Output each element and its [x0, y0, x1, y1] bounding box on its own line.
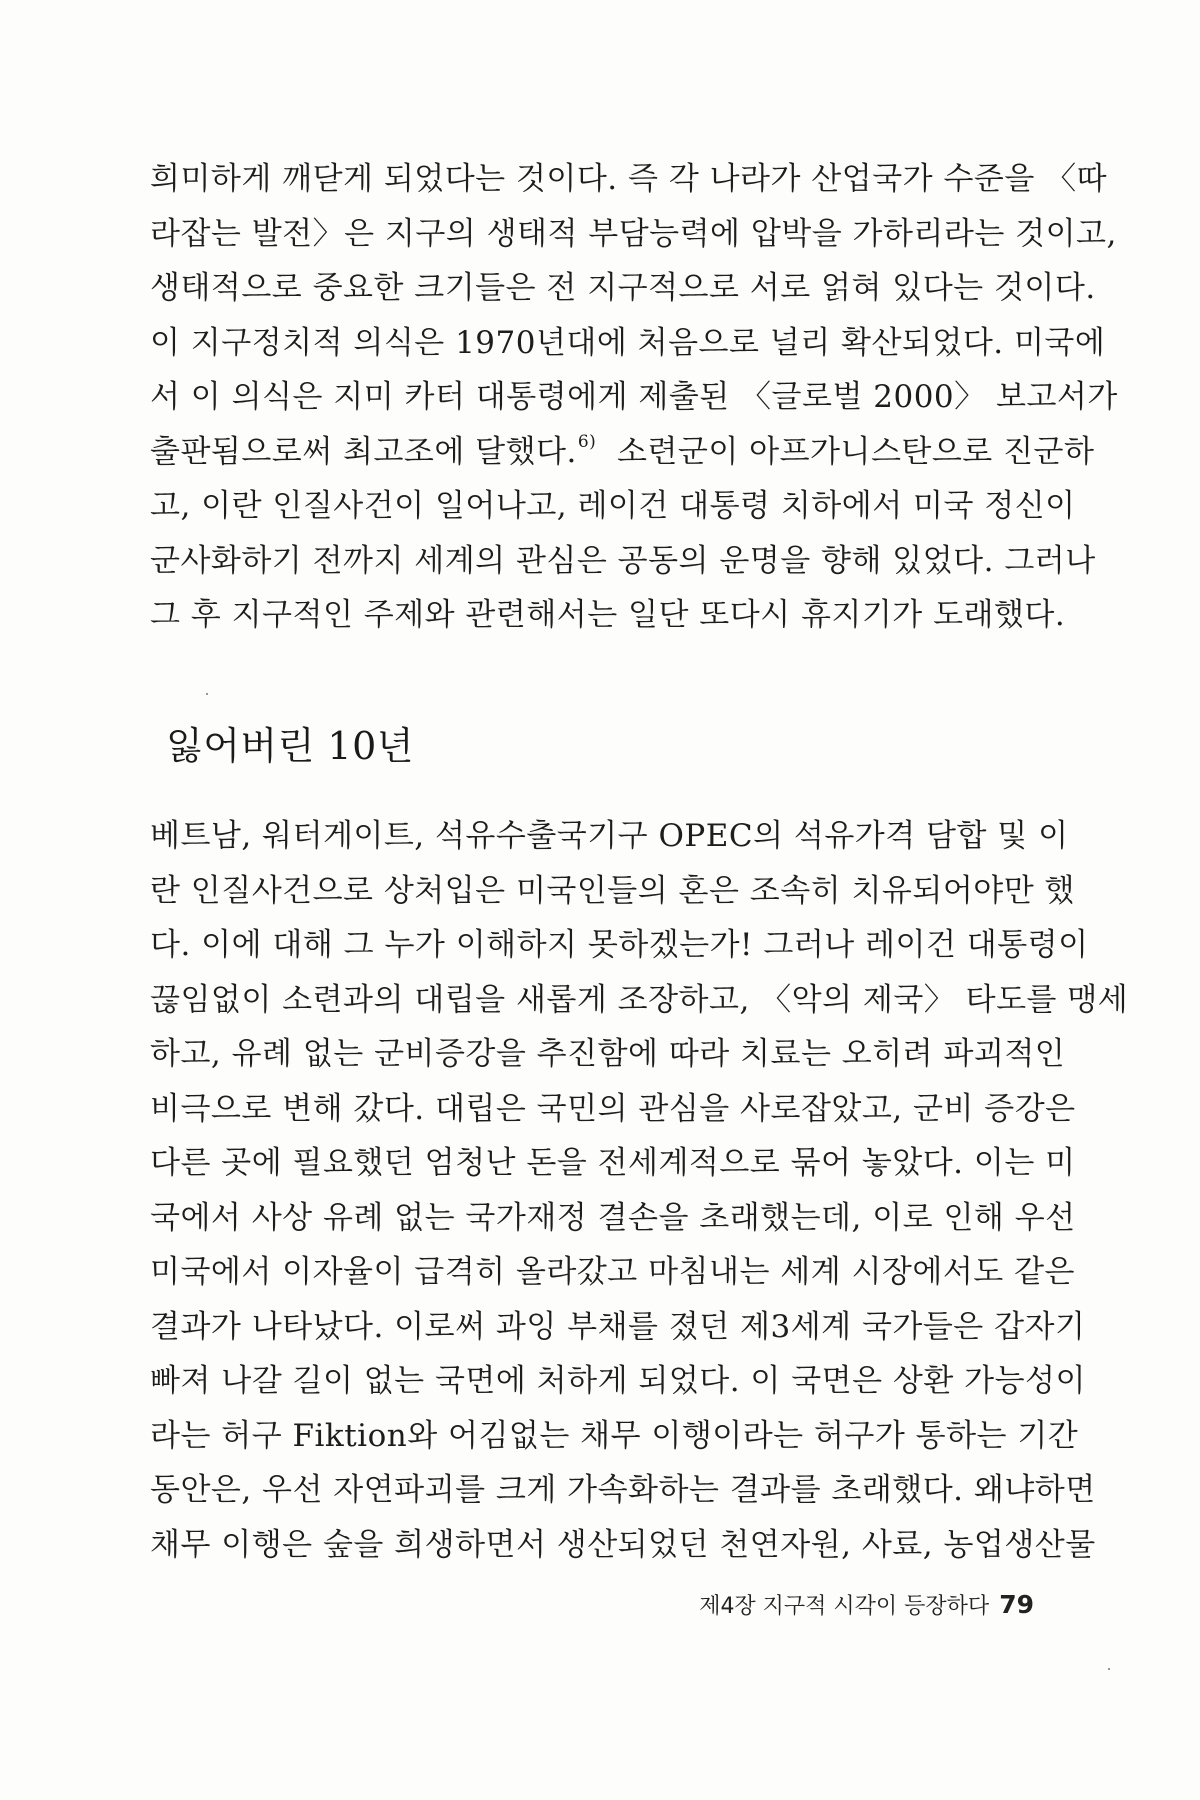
- section-heading: 잃어버린 10년: [166, 724, 414, 768]
- text-line: 결과가 나타났다. 이로써 과잉 부채를 졌던 제3세계 국가들은 갑자기: [150, 1308, 1086, 1345]
- text-line: 국에서 사상 유례 없는 국가재정 결손을 초래했는데, 이로 인해 우선: [150, 1199, 1076, 1236]
- scan-speck: [1108, 1668, 1110, 1670]
- text-line: 동안은, 우선 자연파괴를 크게 가속화하는 결과를 초래했다. 왜냐하면: [150, 1472, 1096, 1508]
- text-fragment: 출판됨으로써 최고조에 달했다.: [150, 433, 577, 470]
- text-line: 희미하게 깨닫게 되었다는 것이다. 즉 각 나라가 산업국가 수준을 〈따: [150, 161, 1108, 197]
- text-line: 채무 이행은 숲을 희생하면서 생산되었던 천연자원, 사료, 농업생산물: [150, 1526, 1096, 1563]
- text-line: 다른 곳에 필요했던 엄청난 돈을 전세계적으로 묶어 놓았다. 이는 미: [150, 1145, 1076, 1181]
- text-line: 하고, 유례 없는 군비증강을 추진함에 따라 치료는 오히려 파괴적인: [150, 1036, 1066, 1072]
- text-line: 서 이 의식은 지미 카터 대통령에게 제출된 〈글로벌 2000〉 보고서가: [150, 379, 1118, 415]
- body-paragraph-1: [150, 152, 1118, 643]
- text-line: 그 후 지구적인 주제와 관련해서는 일단 또다시 휴지기가 도래했다.: [150, 597, 1066, 633]
- text-line: 군사화하기 전까지 세계의 관심은 공동의 운명을 향해 있었다. 그러나: [150, 542, 1096, 579]
- text-line: 빠져 나갈 길이 없는 국면에 처하게 되었다. 이 국면은 상환 가능성이: [150, 1363, 1086, 1399]
- text-line: 이 지구정치적 의식은 1970년대에 처음으로 널리 확산되었다. 미국에: [150, 324, 1106, 361]
- page-number: 79: [999, 1590, 1034, 1619]
- page-footer: [699, 1590, 1034, 1622]
- text-line: 미국에서 이자율이 급격히 올라갔고 마침내는 세계 시장에서도 같은: [150, 1254, 1075, 1290]
- body-paragraph-2: [150, 809, 1129, 1572]
- text-fragment: 소련군이 아프가니스탄으로 진군하: [617, 433, 1095, 470]
- text-line: 끊임없이 소련과의 대립을 새롭게 조장하고, 〈악의 제국〉 타도를 맹세: [150, 981, 1129, 1018]
- text-line: 베트남, 워터게이트, 석유수출국기구 OPEC의 석유가격 담합 및 이: [150, 818, 1069, 854]
- text-line: 라잡는 발전〉은 지구의 생태적 부담능력에 압박을 가하리라는 것이고,: [150, 215, 1117, 252]
- running-title: 제4장 지구적 시각이 등장하다: [699, 1594, 990, 1619]
- text-line: 라는 허구 Fiktion와 어김없는 채무 이행이라는 허구가 통하는 기간: [150, 1417, 1079, 1454]
- footnote-marker[interactable]: 6): [577, 431, 597, 452]
- text-line: 생태적으로 중요한 크기들은 전 지구적으로 서로 얽혀 있다는 것이다.: [150, 270, 1096, 306]
- text-line: 고, 이란 인질사건이 일어나고, 레이건 대통령 치하에서 미국 정신이: [150, 488, 1076, 524]
- text-line: 비극으로 변해 갔다. 대립은 국민의 관심을 사로잡았고, 군비 증강은: [150, 1090, 1076, 1127]
- text-line: 란 인질사건으로 상처입은 미국인들의 혼은 조속히 치유되어야만 했: [150, 872, 1075, 909]
- text-line-with-footnote: [150, 425, 1095, 480]
- scan-speck: [206, 693, 208, 695]
- text-line: 다. 이에 대해 그 누가 이해하지 못하겠는가! 그러나 레이건 대통령이: [150, 927, 1089, 963]
